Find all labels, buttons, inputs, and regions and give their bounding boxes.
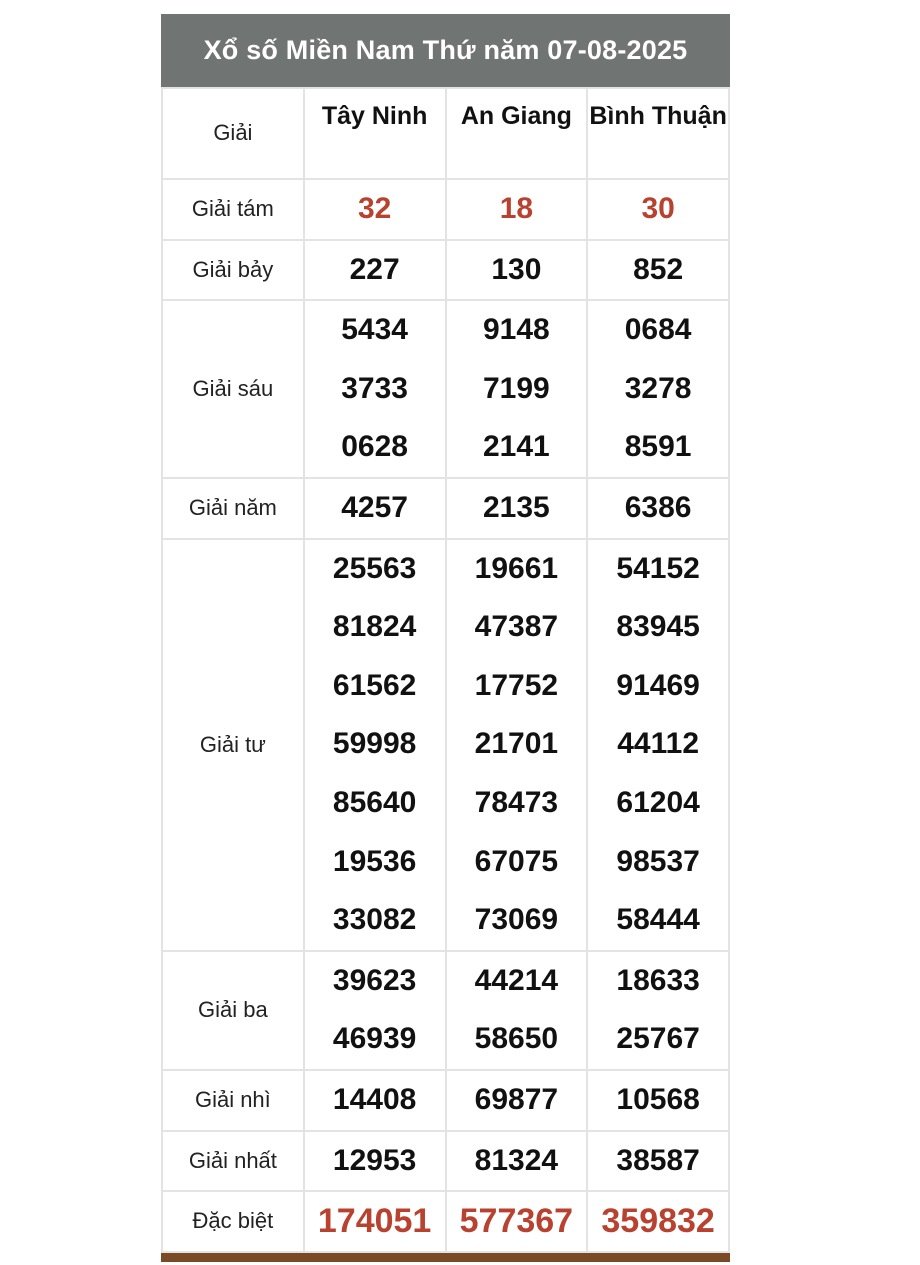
prize-column-header: Giải [162, 88, 304, 179]
prize-number: 33082 [332, 903, 417, 937]
prize-cell-binh-thuan [587, 478, 729, 539]
prize-number: 73069 [474, 903, 559, 937]
prize-number: 59998 [332, 727, 417, 761]
prize-label: Giải sáu [162, 300, 304, 478]
prize-label: Giải bảy [162, 240, 304, 301]
prize-cell-tay-ninh [304, 539, 446, 951]
prize-number: 78473 [474, 785, 559, 819]
results-table [161, 87, 730, 1253]
lottery-results-panel [161, 14, 730, 1262]
prize-number: 91469 [616, 668, 700, 702]
prize-cell-tay-ninh [304, 240, 446, 301]
prize-label: Giải năm [162, 478, 304, 539]
prize-number: 98537 [616, 844, 700, 878]
prize-row-giai-bay [162, 240, 729, 301]
prize-number: 85640 [332, 785, 417, 819]
prize-number: 69877 [474, 1082, 559, 1116]
prize-cell-binh-thuan [587, 1070, 729, 1131]
prize-number: 83945 [616, 610, 700, 644]
prize-cell-tay-ninh [304, 300, 446, 478]
header-row [162, 88, 729, 179]
prize-number: 30 [641, 192, 675, 225]
prize-number: 227 [349, 252, 400, 286]
prize-number: 81324 [474, 1143, 559, 1177]
prize-number: 8591 [624, 430, 692, 464]
prize-cell-tay-ninh [304, 478, 446, 539]
prize-number: 852 [633, 252, 684, 286]
prize-cell-tay-ninh [304, 1131, 446, 1192]
prize-number: 44112 [617, 727, 700, 761]
prize-number: 0684 [624, 313, 692, 347]
prize-number: 9148 [483, 313, 550, 347]
prize-cell-tay-ninh [304, 951, 446, 1070]
prize-number: 6386 [624, 490, 692, 524]
prize-cell-an-giang [446, 478, 588, 539]
prize-cell-an-giang [446, 1070, 588, 1131]
prize-number: 12953 [332, 1143, 417, 1177]
prize-cell-an-giang [446, 539, 588, 951]
prize-cell-an-giang [446, 951, 588, 1070]
prize-number: 44214 [474, 963, 559, 997]
province-header-binh-thuan: Bình Thuận [587, 88, 729, 179]
prize-number: 0628 [341, 430, 408, 464]
prize-row-giai-nhat [162, 1131, 729, 1192]
prize-row-giai-nhi [162, 1070, 729, 1131]
prize-cell-binh-thuan [587, 1131, 729, 1192]
prize-label: Giải tư [162, 539, 304, 951]
prize-number: 61562 [332, 668, 417, 702]
prize-number: 19661 [474, 551, 559, 585]
prize-cell-tay-ninh [304, 1070, 446, 1131]
prize-number: 81824 [332, 610, 417, 644]
prize-label: Giải nhì [162, 1070, 304, 1131]
prize-number: 18633 [616, 963, 700, 997]
prize-cell-binh-thuan [587, 539, 729, 951]
prize-number: 19536 [332, 844, 417, 878]
prize-number: 32 [357, 192, 392, 225]
prize-cell-tay-ninh [304, 179, 446, 240]
prize-number: 18 [499, 192, 534, 225]
prize-label: Giải tám [162, 179, 304, 240]
prize-cell-binh-thuan [587, 1191, 729, 1252]
results-title: Xổ số Miền Nam Thứ năm 07-08-2025 [161, 14, 730, 87]
prize-number: 67075 [474, 844, 559, 878]
province-header-an-giang[interactable]: An Giang [446, 88, 588, 179]
prize-number: 25767 [616, 1022, 700, 1056]
prize-number: 3278 [624, 371, 692, 405]
prize-number: 58650 [474, 1022, 559, 1056]
prize-cell-binh-thuan [587, 240, 729, 301]
prize-row-giai-ba [162, 951, 729, 1070]
bottom-bar [161, 1253, 730, 1262]
prize-label: Giải ba [162, 951, 304, 1070]
prize-number: 17752 [474, 668, 559, 702]
prize-cell-binh-thuan [587, 300, 729, 478]
prize-number: 7199 [483, 371, 550, 405]
prize-row-giai-tam [162, 179, 729, 240]
province-header-tay-ninh[interactable]: Tây Ninh [304, 88, 446, 179]
prize-number: 577367 [459, 1202, 574, 1241]
prize-number: 39623 [332, 963, 417, 997]
prize-cell-an-giang [446, 1131, 588, 1192]
prize-number: 130 [491, 252, 542, 286]
prize-number: 47387 [474, 610, 559, 644]
prize-number: 21701 [474, 727, 559, 761]
prize-row-giai-nam [162, 478, 729, 539]
prize-number: 25563 [332, 551, 417, 585]
prize-number: 4257 [341, 490, 408, 524]
prize-number: 10568 [616, 1082, 700, 1116]
prize-cell-tay-ninh [304, 1191, 446, 1252]
prize-cell-an-giang [446, 240, 588, 301]
prize-number: 3733 [341, 371, 408, 405]
prize-row-dac-biet [162, 1191, 729, 1252]
prize-row-giai-tu [162, 539, 729, 951]
prize-label: Giải nhất [162, 1131, 304, 1192]
prize-cell-binh-thuan [587, 951, 729, 1070]
prize-number: 58444 [616, 903, 700, 937]
prize-number: 46939 [332, 1022, 417, 1056]
prize-rows [162, 179, 729, 1252]
prize-number: 2141 [483, 430, 550, 464]
prize-cell-binh-thuan [587, 179, 729, 240]
prize-label: Đặc biệt [162, 1191, 304, 1252]
prize-number: 14408 [332, 1082, 417, 1116]
prize-cell-an-giang [446, 300, 588, 478]
prize-number: 359832 [601, 1202, 715, 1241]
prize-cell-an-giang [446, 179, 588, 240]
prize-number: 38587 [616, 1143, 700, 1177]
prize-number: 2135 [483, 490, 550, 524]
prize-number: 54152 [616, 551, 700, 585]
prize-number: 5434 [341, 313, 408, 347]
prize-number: 174051 [317, 1202, 432, 1241]
prize-number: 61204 [616, 785, 700, 819]
prize-row-giai-sau [162, 300, 729, 478]
prize-cell-an-giang [446, 1191, 588, 1252]
